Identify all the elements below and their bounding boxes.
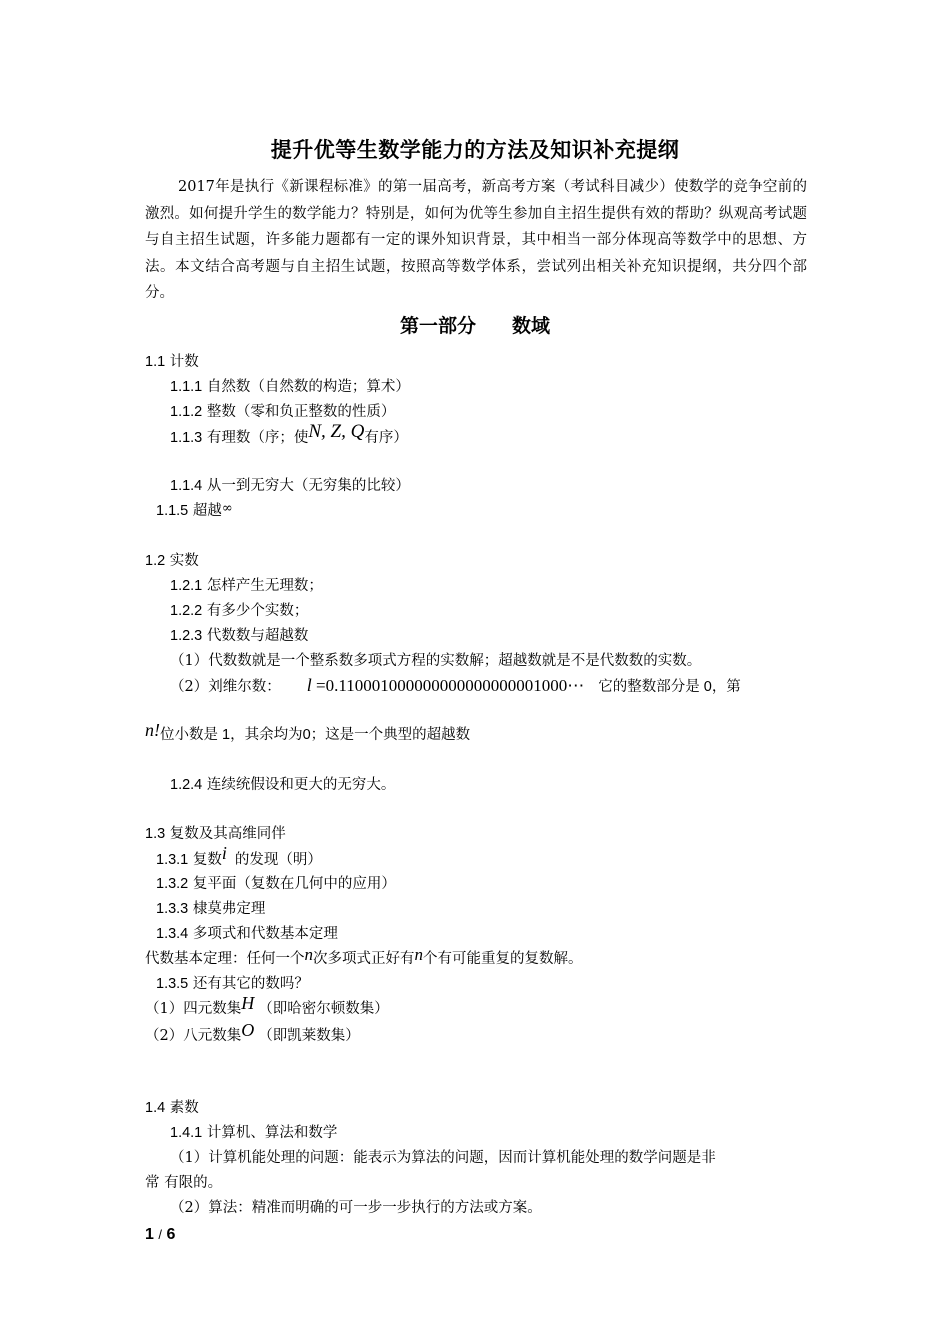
document-title: 提升优等生数学能力的方法及知识补充提纲 — [270, 137, 680, 162]
part-name: 数域 — [512, 315, 551, 337]
item-1-2-3: 1.2.3 代数数与超越数 — [170, 628, 309, 644]
item-1-2-4: 1.2.4 连续统假设和更大的无穷大。 — [170, 777, 396, 793]
item-1-4-1-1: （1）计算机能处理的问题：能表示为算法的问题，因而计算机能处理的数学问题是非 — [170, 1150, 716, 1166]
item-1-2-1: 1.2.1 怎样产生无理数； — [170, 578, 323, 594]
item-1-4-1-1-cont: 常 有限的。 — [145, 1175, 223, 1191]
item-1-4-1-2: （2）算法：精准而明确的可一步一步执行的方法或方案。 — [170, 1200, 542, 1216]
item-1-2-3-2: （2）刘维尔数： l =0.110001000000000000000001000⋯ 它的整数部分是 0，第 — [170, 675, 741, 695]
item-1-2-3-1: （1）代数数就是一个整系数多项式方程的实数解；超越数就是不是代数数的实数。 — [170, 653, 702, 669]
item-1-1-4: 1.1.4 从一到无穷大（无穷集的比较） — [170, 478, 410, 494]
item-1-1-1: 1.1.1 自然数（自然数的构造；算术） — [170, 379, 410, 395]
liouville-value: =0.110001000000000000000001000⋯ — [311, 676, 585, 695]
item-1-3-5-1: （1）四元数集H （即哈密尔顿数集） — [145, 993, 389, 1017]
item-1-1-2: 1.1.2 整数（零和负正整数的性质） — [170, 404, 396, 420]
item-1-2-2: 1.2.2 有多少个实数； — [170, 603, 309, 619]
item-1-2-3-2-cont: n!位小数是 1，其余均为0；这是一个典型的超越数 — [145, 720, 471, 743]
part-label: 第一部分 — [399, 315, 476, 337]
fta-statement: 代数基本定理：任何一个n次多项式正好有n个有可能重复的复数解。 — [145, 945, 583, 967]
section-heading-part1 — [0, 311, 950, 338]
nzq-math: N, Z, Q — [308, 421, 365, 442]
item-1-3-5: 1.3.5 还有其它的数吗？ — [156, 976, 309, 992]
item-1-4-1: 1.4.1 计算机、算法和数学 — [170, 1125, 338, 1141]
heading-1-3: 1.3 复数及其高维同伴 — [145, 826, 286, 842]
item-1-3-5-2: （2）八元数集O （即凯莱数集） — [145, 1020, 360, 1044]
item-1-3-4: 1.3.4 多项式和代数基本定理 — [156, 926, 338, 942]
heading-1-2: 1.2 实数 — [145, 553, 199, 569]
heading-1-4: 1.4 素数 — [145, 1100, 199, 1116]
item-1-3-2: 1.3.2 复平面（复数在几何中的应用） — [156, 876, 396, 892]
imaginary-i-math: i — [221, 843, 227, 863]
item-1-1-3: 1.1.3 有理数（序；使N, Z, Q有序） — [170, 421, 408, 446]
page-number: 1 / 6 — [145, 1226, 176, 1243]
item-1-3-3: 1.3.3 棣莫弗定理 — [156, 901, 266, 917]
item-1-3-1: 1.3.1 复数i 的发现（明） — [156, 843, 322, 868]
item-1-1-5: 1.1.5 超越∞ — [156, 501, 233, 519]
intro-paragraph: 2017年是执行《新课程标准》的第一届高考，新高考方案（考试科目减少）使数学的竞争空前的激烈。如何提升学生的数学能力？特别是，如何为优等生参加自主招生提供有效的帮助？纵观高考试题与自主招生试题，许多能力题都有一定的课外知识背景，其中相当一部分体现高等数学中的思想、方法。本文结合高考题与自主招生试题，按照高等数学体系，尝试列出相关补充知识提纲，共分四个部分。 — [145, 179, 807, 301]
heading-1-1: 1.1 计数 — [145, 354, 199, 370]
n-factorial-math: n! — [145, 720, 160, 740]
liouville-var: l — [306, 675, 312, 695]
infinity-symbol: ∞ — [221, 501, 233, 516]
